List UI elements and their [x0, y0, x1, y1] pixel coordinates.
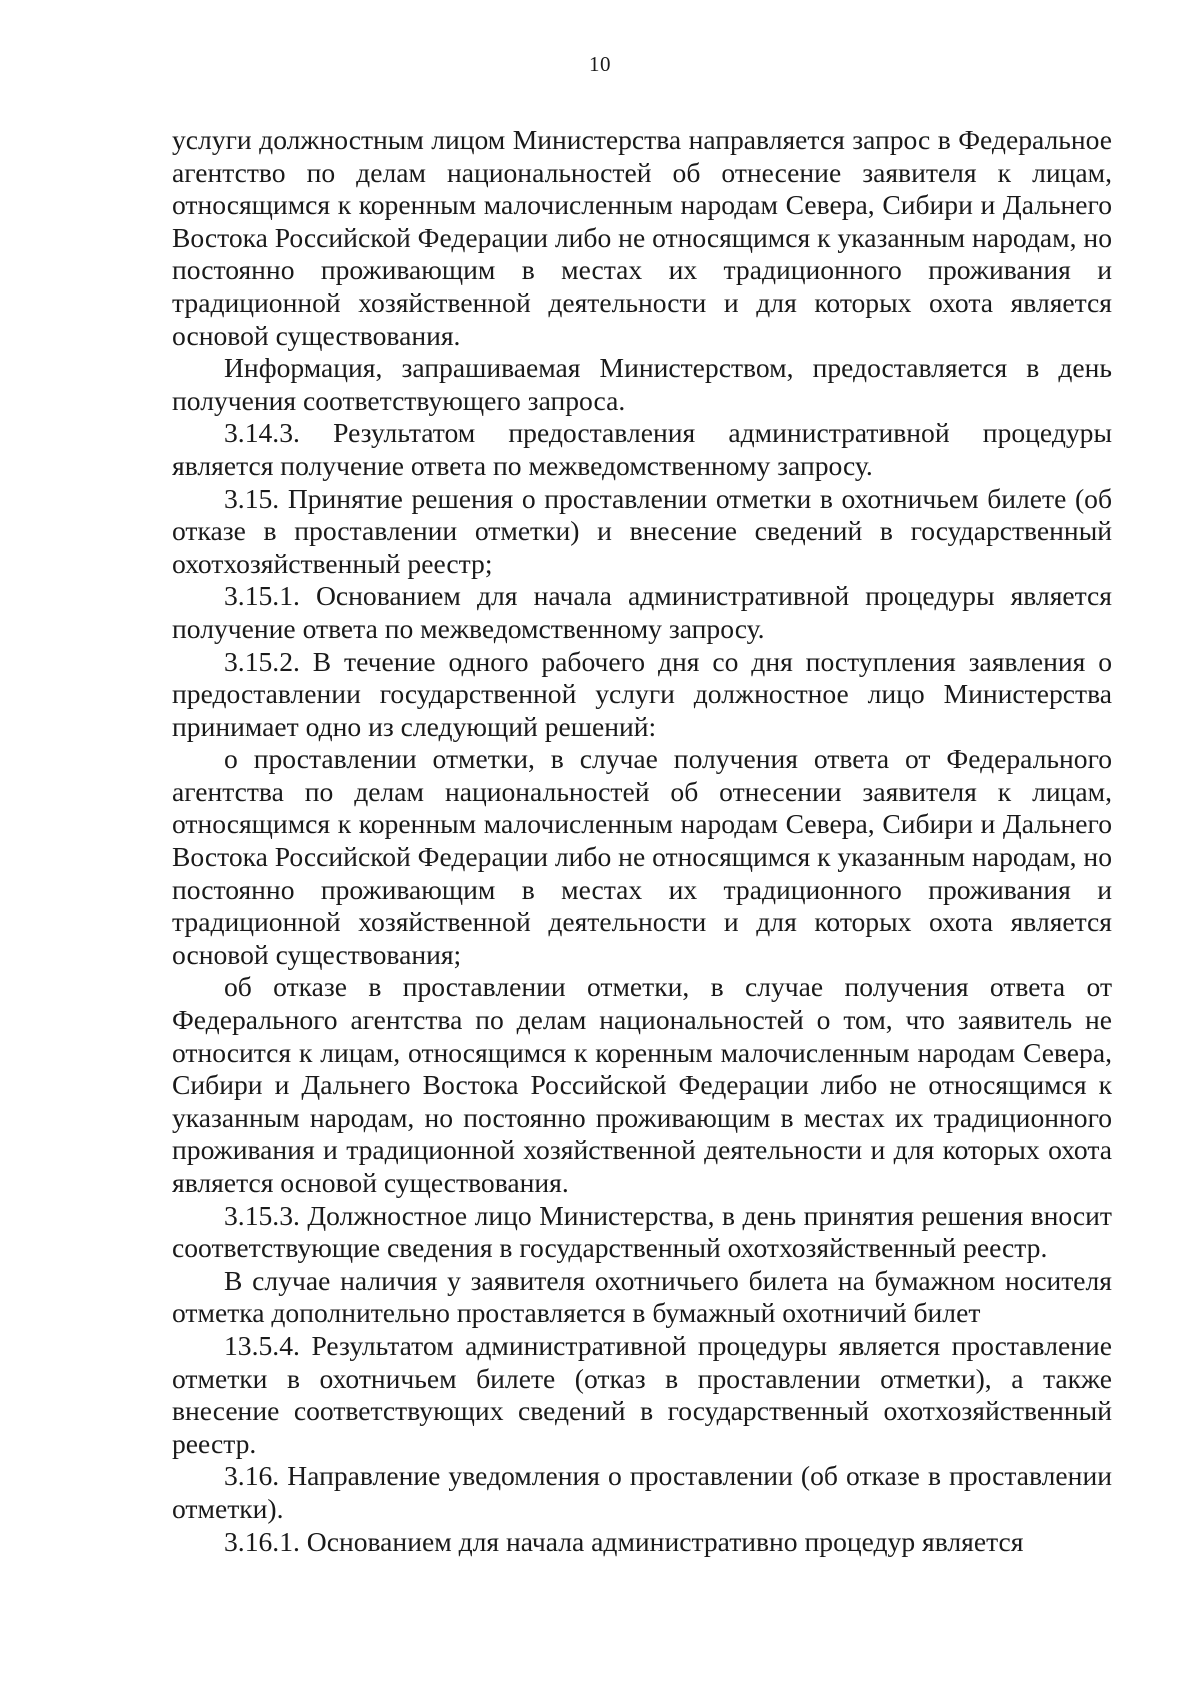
paragraph-continuation: услуги должностным лицом Министерства направляется запрос в Федеральное агентство по делам национальностей об отнесение заявителя к лицам, относящимся к коренным малочисленным народам Севера, Сибири и Дальнего Востока Российской Федерации либо не относящимся к указанным народам, но постоянно проживающим в местах их традиционного проживания и традиционной хозяйственной деятельности и для которых охота является основой существования. — [172, 124, 1112, 351]
paragraph-3-14-3: 3.14.3. Результатом предоставления административной процедуры является получение ответа по межведомственному запросу. — [172, 417, 1112, 481]
paragraph-3-15: 3.15. Принятие решения о проставлении отметки в охотничьем билете (об отказе в проставлении отметки) и внесение сведений в государственный охотхозяйственный реестр; — [172, 482, 1112, 579]
paragraph-information: Информация, запрашиваемая Министерством, предоставляется в день получения соответствующего запроса. — [172, 352, 1112, 416]
page-number: 10 — [589, 52, 611, 76]
paragraph-3-15-1: 3.15.1. Основанием для начала административной процедуры является получение ответа по межведомственному запросу. — [172, 580, 1112, 644]
paragraph-13-5-4: 13.5.4. Результатом административной процедуры является проставление отметки в охотничьем билете (отказ в проставлении отметки), а также внесение соответствующих сведений в государственный охотхозяйственный реестр. — [172, 1329, 1112, 1459]
paragraph-3-16: 3.16. Направление уведомления о проставлении (об отказе в проставлении отметки). — [172, 1460, 1112, 1524]
document-body — [172, 124, 1112, 1558]
paragraph-3-15-2: 3.15.2. В течение одного рабочего дня со дня поступления заявления о предоставлении государственной услуги должностное лицо Министерства принимает одно из следующий решений: — [172, 645, 1112, 742]
paragraph-decision-refuse: об отказе в проставлении отметки, в случае получения ответа от Федерального агентства по делам национальностей о том, что заявитель не относится к лицам, относящимся к коренным малочисленным народам Севера, Сибири и Дальнего Востока Российской Федерации либо не относящимся к указанным народам, но постоянно проживающим в местах их традиционного проживания и традиционной хозяйственной деятельности и для которых охота является основой существования. — [172, 971, 1112, 1198]
paragraph-3-15-3: 3.15.3. Должностное лицо Министерства, в день принятия решения вносит соответствующие сведения в государственный охотхозяйственный реестр. — [172, 1199, 1112, 1264]
paragraph-paper-ticket: В случае наличия у заявителя охотничьего билета на бумажном носителя отметка дополнительно проставляется в бумажный охотничий билет — [172, 1264, 1112, 1329]
paragraph-3-16-1: 3.16.1. Основанием для начала административно процедур является — [224, 1525, 1024, 1557]
paragraph-decision-approve: о проставлении отметки, в случае получения ответа от Федерального агентства по делам национальностей об отнесении заявителя к лицам, относящимся к коренным малочисленным народам Севера, Сибири и Дальнего Востока Российской Федерации либо не относящимся к указанным народам, но постоянно проживающим в местах их традиционного проживания и традиционной хозяйственной деятельности и для которых охота является основой существования; — [172, 743, 1112, 970]
